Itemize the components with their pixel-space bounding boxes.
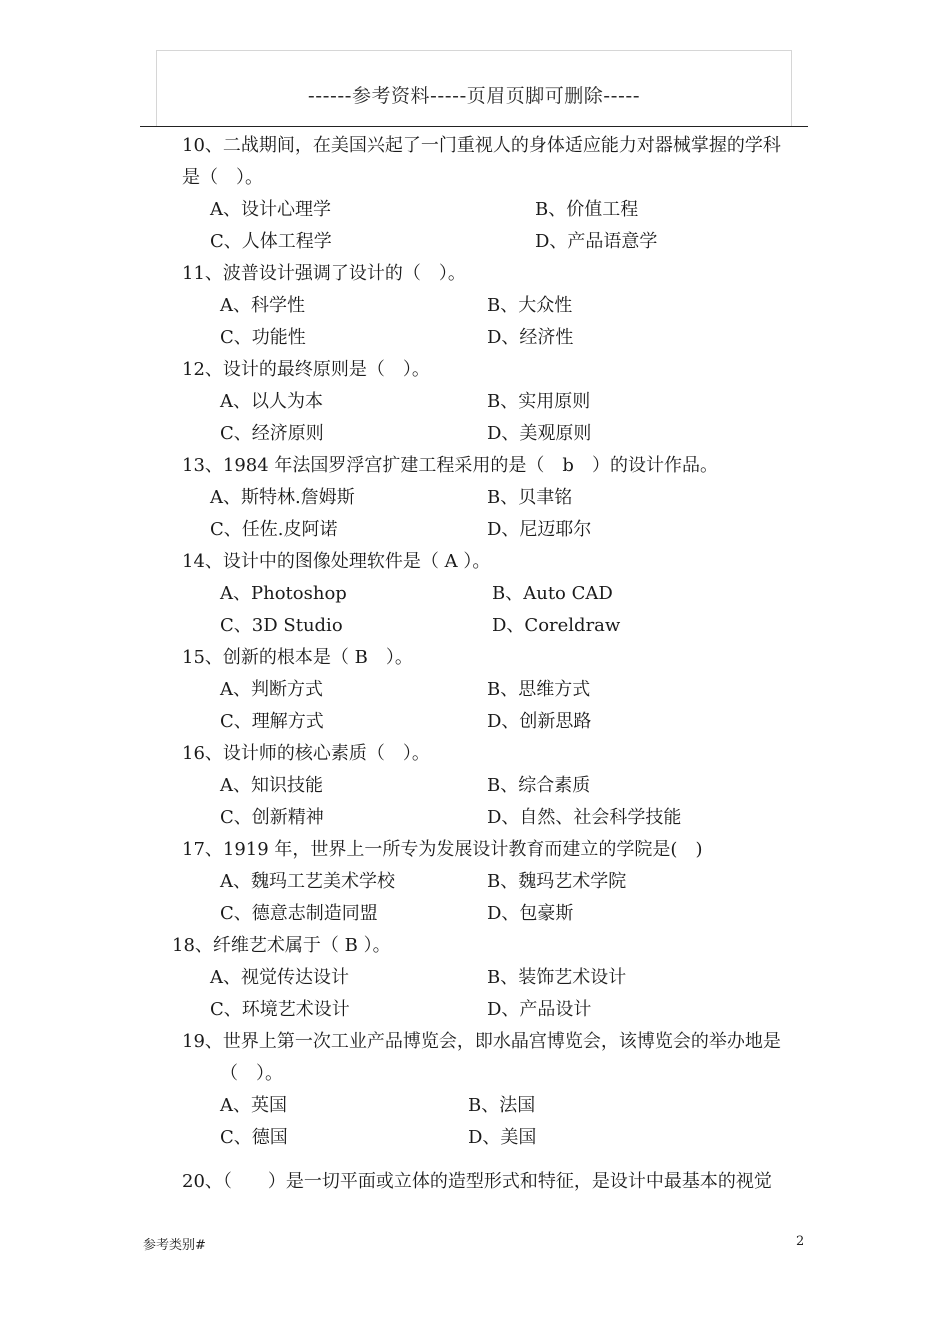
question-11-stem: 11、波普设计强调了设计的（ ）。 xyxy=(182,263,466,284)
question-15-option-d: D、创新思路 xyxy=(487,711,592,732)
question-14-option-c: C、3D Studio xyxy=(220,615,343,636)
question-10-stem-line-2: 是（ ）。 xyxy=(182,167,263,188)
question-13-option-c: C、任佐.皮阿诺 xyxy=(210,519,338,540)
question-11-option-b: B、大众性 xyxy=(487,295,573,316)
question-12-stem: 12、设计的最终原则是（ ）。 xyxy=(182,359,430,380)
question-17-option-c: C、德意志制造同盟 xyxy=(220,903,378,924)
question-10-stem-line-1: 10、二战期间，在美国兴起了一门重视人的身体适应能力对器械掌握的学科 xyxy=(182,135,781,156)
question-13-option-d: D、尼迈耶尔 xyxy=(487,519,592,540)
question-13-stem: 13、1984 年法国罗浮宫扩建工程采用的是（ b ）的设计作品。 xyxy=(182,455,718,476)
footer-category: 参考类别# xyxy=(143,1238,206,1253)
question-12-option-b: B、实用原则 xyxy=(487,391,591,412)
question-16-option-a: A、知识技能 xyxy=(220,775,323,796)
question-15-option-b: B、思维方式 xyxy=(487,679,591,700)
question-14-stem: 14、设计中的图像处理软件是（ A ）。 xyxy=(182,551,491,572)
question-10-option-b: B、价值工程 xyxy=(535,199,639,220)
question-14-option-b: B、Auto CAD xyxy=(492,583,613,604)
question-20-stem: 20、（ ）是一切平面或立体的造型形式和特征，是设计中最基本的视觉 xyxy=(182,1171,772,1192)
question-15-stem: 15、创新的根本是（ B ）。 xyxy=(182,647,413,668)
question-17-option-a: A、魏玛工艺美术学校 xyxy=(220,871,395,892)
question-10-option-d: D、产品语意学 xyxy=(535,231,658,252)
question-17-option-b: B、魏玛艺术学院 xyxy=(487,871,627,892)
page-number: 2 xyxy=(796,1234,805,1249)
question-10-option-a: A、设计心理学 xyxy=(210,199,331,220)
question-13-option-b: B、贝聿铭 xyxy=(487,487,573,508)
question-19-option-c: C、德国 xyxy=(220,1127,288,1148)
question-16-option-d: D、自然、社会科学技能 xyxy=(487,807,682,828)
question-19-option-a: A、英国 xyxy=(220,1095,287,1116)
question-16-option-c: C、创新精神 xyxy=(220,807,324,828)
question-16-option-b: B、综合素质 xyxy=(487,775,591,796)
question-14-option-a: A、Photoshop xyxy=(220,583,347,604)
question-12-option-d: D、美观原则 xyxy=(487,423,592,444)
question-13-option-a: A、斯特林.詹姆斯 xyxy=(210,487,355,508)
question-15-option-c: C、理解方式 xyxy=(220,711,324,732)
question-10-option-c: C、人体工程学 xyxy=(210,231,332,252)
question-17-stem: 17、1919 年，世界上一所专为发展设计教育而建立的学院是( ) xyxy=(182,839,703,860)
question-18-option-a: A、视觉传达设计 xyxy=(210,967,349,988)
question-18-option-c: C、环境艺术设计 xyxy=(210,999,350,1020)
question-16-stem: 16、设计师的核心素质（ ）。 xyxy=(182,743,430,764)
question-18-stem: 18、纤维艺术属于（ B ）。 xyxy=(172,935,391,956)
header-text: ------参考资料-----页眉页脚可删除----- xyxy=(307,85,641,107)
question-18-option-b: B、装饰艺术设计 xyxy=(487,967,627,988)
question-11-option-a: A、科学性 xyxy=(220,295,305,316)
question-15-option-a: A、判断方式 xyxy=(220,679,323,700)
question-11-option-c: C、功能性 xyxy=(220,327,306,348)
question-14-option-d: D、Coreldraw xyxy=(492,615,621,636)
question-17-option-d: D、包豪斯 xyxy=(487,903,574,924)
question-19-option-d: D、美国 xyxy=(468,1127,537,1148)
question-11-option-d: D、经济性 xyxy=(487,327,574,348)
header-rule xyxy=(140,126,808,127)
question-19-stem-line-1: 19、世界上第一次工业产品博览会，即水晶宫博览会，该博览会的举办地是 xyxy=(182,1031,781,1052)
question-19-stem-line-2: （ ）。 xyxy=(220,1063,283,1084)
page-header xyxy=(156,50,792,126)
question-12-option-c: C、经济原则 xyxy=(220,423,324,444)
question-12-option-a: A、以人为本 xyxy=(220,391,323,412)
question-18-option-d: D、产品设计 xyxy=(487,999,592,1020)
question-19-option-b: B、法国 xyxy=(468,1095,536,1116)
